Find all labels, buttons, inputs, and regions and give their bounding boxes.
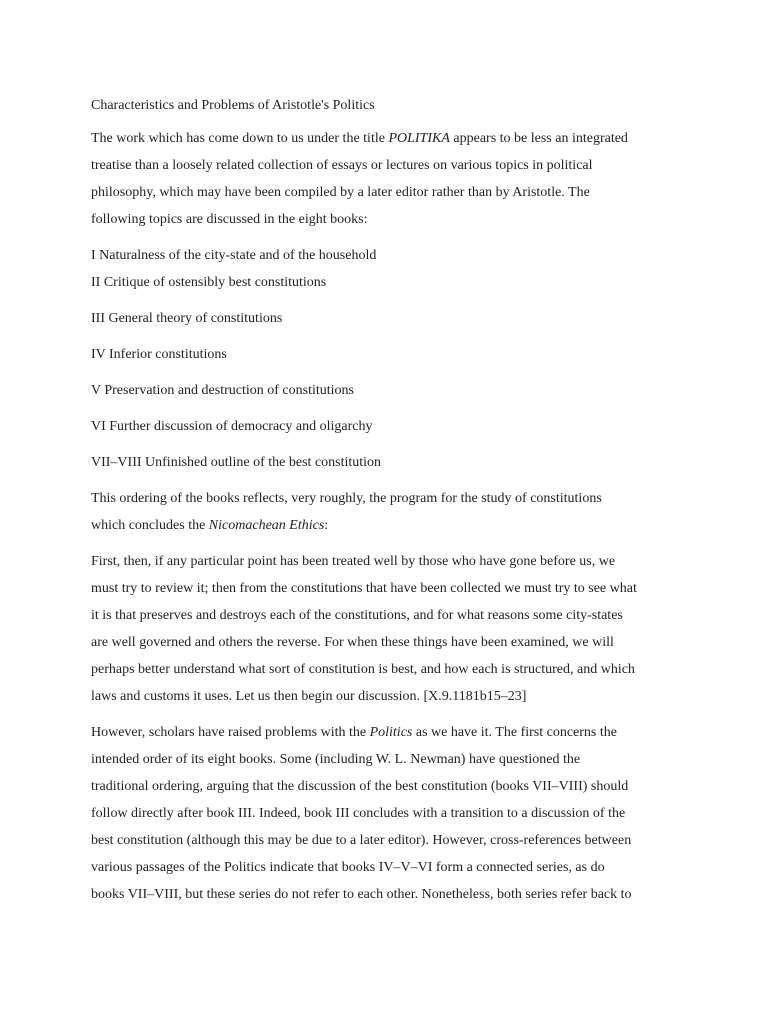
problems-line-7: books VII–VIII, but these series do not refer to each other. Nonetheless, both series refer back to bbox=[91, 887, 632, 902]
quote-paragraph bbox=[91, 548, 691, 710]
document-title: Characteristics and Problems of Aristotle's Politics bbox=[91, 98, 375, 113]
book-item: III General theory of constitutions bbox=[91, 311, 283, 326]
ordering-line-1: This ordering of the books reflects, very roughly, the program for the study of constitutions bbox=[91, 491, 602, 506]
politics-title: Politics bbox=[369, 725, 413, 740]
problems-line-5: best constitution (although this may be due to a later editor). However, cross-references between bbox=[91, 833, 632, 848]
book-item: I Naturalness of the city-state and of the household bbox=[91, 248, 377, 263]
problems-paragraph bbox=[91, 719, 691, 908]
document-page bbox=[91, 92, 691, 917]
book-item: V Preservation and destruction of constitutions bbox=[91, 383, 354, 398]
problems-line-1: However, scholars have raised problems with the Politics as we have it. The first concerns the bbox=[91, 725, 617, 740]
quote-line-4: are well governed and others the reverse. For when these things have been examined, we will bbox=[91, 635, 614, 650]
problems-line-6: various passages of the Politics indicate that books IV–V–VI form a connected series, as do bbox=[91, 860, 605, 875]
intro-line-2: treatise than a loosely related collection of essays or lectures on various topics in political bbox=[91, 158, 593, 173]
quote-line-2: must try to review it; then from the constitutions that have been collected we must try to see what bbox=[91, 581, 637, 596]
book-item: VII–VIII Unfinished outline of the best constitution bbox=[91, 455, 382, 470]
intro-line-4: following topics are discussed in the eight books: bbox=[91, 212, 368, 227]
intro-line-1: The work which has come down to us under the title POLITIKA appears to be less an integrated bbox=[91, 131, 628, 146]
ordering-line-2: which concludes the Nicomachean Ethics: bbox=[91, 518, 329, 533]
quote-line-1: First, then, if any particular point has been treated well by those who have gone before us, we bbox=[91, 554, 616, 569]
intro-paragraph bbox=[91, 125, 691, 233]
problems-line-2: intended order of its eight books. Some (including W. L. Newman) have questioned the bbox=[91, 752, 581, 767]
problems-line-3: traditional ordering, arguing that the discussion of the best constitution (books VII–VIII) should bbox=[91, 779, 629, 794]
quote-line-3: it is that preserves and destroys each of the constitutions, and for what reasons some city-states bbox=[91, 608, 623, 623]
quote-line-5: perhaps better understand what sort of constitution is best, and how each is structured, and which bbox=[91, 662, 635, 677]
book-item: IV Inferior constitutions bbox=[91, 347, 227, 362]
book-item: II Critique of ostensibly best constitutions bbox=[91, 275, 327, 290]
politika-title: POLITIKA bbox=[388, 131, 450, 146]
nicomachean-ethics-title: Nicomachean Ethics bbox=[208, 518, 325, 533]
intro-line-3: philosophy, which may have been compiled by a later editor rather than by Aristotle. The bbox=[91, 185, 590, 200]
book-item: VI Further discussion of democracy and oligarchy bbox=[91, 419, 373, 434]
quote-line-6: laws and customs it uses. Let us then begin our discussion. [X.9.1181b15–23] bbox=[91, 689, 527, 704]
problems-line-4: follow directly after book III. Indeed, book III concludes with a transition to a discussion of the bbox=[91, 806, 626, 821]
ordering-paragraph bbox=[91, 485, 691, 539]
